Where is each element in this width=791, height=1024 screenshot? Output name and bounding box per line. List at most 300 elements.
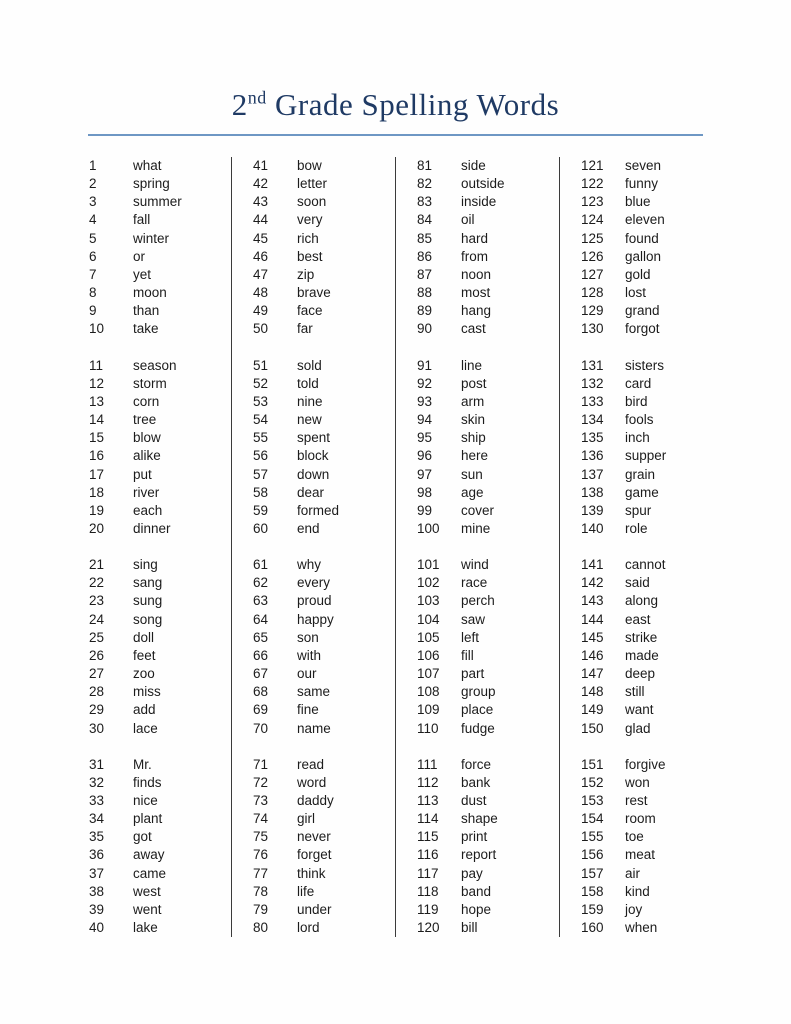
word-number: 41 — [253, 158, 269, 173]
word-text: alike — [133, 448, 161, 464]
word-number: 10 — [89, 321, 105, 337]
word-group — [253, 756, 395, 938]
word-row — [417, 520, 559, 538]
word-text: away — [133, 847, 165, 863]
word-row — [253, 556, 395, 574]
word-row — [253, 846, 395, 864]
word-row — [417, 756, 559, 774]
word-row — [417, 828, 559, 846]
word-group — [417, 157, 559, 339]
word-number: 6 — [89, 248, 97, 264]
word-number: 29 — [89, 702, 105, 718]
word-row — [581, 175, 723, 193]
word-text: ship — [461, 430, 486, 446]
word-text: lost — [625, 285, 647, 301]
word-number: 97 — [417, 466, 433, 482]
word-row — [253, 466, 395, 484]
word-row — [581, 883, 723, 901]
word-text: doll — [133, 629, 155, 645]
title-ordinal-superscript: nd — [247, 87, 267, 108]
word-row — [89, 865, 231, 883]
word-number: 21 — [89, 557, 105, 573]
word-row — [581, 774, 723, 792]
word-text: fudge — [461, 720, 495, 736]
word-number: 23 — [89, 593, 105, 609]
word-text: miss — [133, 684, 161, 700]
word-group — [417, 756, 559, 938]
word-text: saw — [461, 611, 486, 627]
word-text: son — [297, 629, 319, 645]
word-text: add — [133, 702, 156, 718]
word-row — [581, 230, 723, 248]
word-row — [253, 157, 395, 175]
word-text: age — [461, 484, 484, 500]
word-number: 131 — [581, 357, 604, 373]
word-number: 43 — [253, 194, 269, 210]
word-text: every — [297, 575, 331, 591]
word-text: zip — [297, 266, 315, 282]
word-row — [417, 592, 559, 610]
word-number: 101 — [417, 557, 440, 573]
word-text: grand — [625, 303, 660, 319]
word-number: 157 — [581, 865, 604, 881]
word-row — [253, 266, 395, 284]
word-row — [581, 792, 723, 810]
word-text: grain — [625, 466, 656, 482]
word-row — [89, 883, 231, 901]
word-text: never — [297, 829, 331, 845]
word-text: plant — [133, 811, 163, 827]
word-number: 127 — [581, 266, 604, 282]
word-number: 26 — [89, 647, 105, 663]
word-row — [253, 629, 395, 647]
word-text: cannot — [625, 557, 666, 573]
word-row — [581, 683, 723, 701]
word-text: outside — [461, 176, 505, 192]
word-row — [253, 447, 395, 465]
word-row — [253, 248, 395, 266]
word-row — [417, 320, 559, 338]
word-number: 88 — [417, 285, 433, 301]
word-text: block — [297, 448, 329, 464]
word-row — [581, 320, 723, 338]
word-number: 8 — [89, 285, 97, 301]
word-text: far — [297, 321, 313, 337]
word-text: side — [461, 158, 486, 173]
word-text: name — [297, 720, 331, 736]
word-group — [581, 357, 723, 539]
word-text: east — [625, 611, 651, 627]
word-text: bird — [625, 393, 648, 409]
word-number: 32 — [89, 774, 105, 790]
word-number: 79 — [253, 901, 269, 917]
word-text: take — [133, 321, 159, 337]
word-row — [89, 720, 231, 738]
word-text: forgot — [625, 321, 660, 337]
word-text: than — [133, 303, 160, 319]
word-text: west — [133, 883, 161, 899]
word-number: 151 — [581, 756, 604, 772]
word-text: best — [297, 248, 323, 264]
word-text: proud — [297, 593, 332, 609]
word-number: 49 — [253, 303, 269, 319]
word-text: rich — [297, 230, 319, 246]
word-number: 156 — [581, 847, 604, 863]
word-number: 37 — [89, 865, 105, 881]
word-number: 4 — [89, 212, 97, 228]
word-number: 46 — [253, 248, 269, 264]
word-row — [417, 411, 559, 429]
word-text: word — [297, 774, 327, 790]
word-number: 106 — [417, 647, 440, 663]
word-row — [417, 211, 559, 229]
word-row — [89, 901, 231, 919]
word-text: with — [297, 647, 322, 663]
word-row — [89, 520, 231, 538]
word-text: cover — [461, 502, 495, 518]
word-row — [89, 193, 231, 211]
word-number: 27 — [89, 666, 105, 682]
word-row — [89, 429, 231, 447]
word-number: 125 — [581, 230, 604, 246]
word-number: 113 — [417, 793, 439, 808]
word-text: nice — [133, 793, 158, 808]
word-text: line — [461, 357, 483, 373]
word-number: 86 — [417, 248, 433, 264]
word-text: arm — [461, 393, 485, 409]
word-row — [89, 828, 231, 846]
word-text: along — [625, 593, 659, 609]
word-number: 142 — [581, 575, 604, 591]
word-row — [417, 302, 559, 320]
word-number: 147 — [581, 666, 604, 682]
word-row — [581, 665, 723, 683]
word-row — [253, 429, 395, 447]
word-row — [417, 774, 559, 792]
page-title — [0, 88, 791, 122]
word-row — [89, 320, 231, 338]
word-text: fall — [133, 212, 151, 228]
word-number: 82 — [417, 176, 433, 192]
word-row — [253, 320, 395, 338]
word-number: 93 — [417, 393, 433, 409]
word-number: 129 — [581, 303, 604, 319]
word-group — [581, 756, 723, 938]
word-number: 154 — [581, 811, 604, 827]
word-text: Mr. — [133, 756, 152, 772]
word-row — [581, 574, 723, 592]
word-row — [581, 357, 723, 375]
word-row — [417, 701, 559, 719]
word-number: 100 — [417, 520, 440, 536]
word-row — [89, 919, 231, 937]
word-text: bank — [461, 774, 491, 790]
word-group — [253, 157, 395, 339]
word-text: moon — [133, 285, 167, 301]
word-text: life — [297, 883, 315, 899]
word-number: 117 — [417, 865, 439, 881]
word-row — [89, 665, 231, 683]
word-number: 2 — [89, 176, 97, 192]
word-number: 146 — [581, 647, 604, 663]
word-number: 130 — [581, 321, 604, 337]
word-text: end — [297, 520, 320, 536]
word-text: from — [461, 248, 488, 264]
word-text: down — [297, 466, 330, 482]
word-text: meat — [625, 847, 656, 863]
word-row — [581, 393, 723, 411]
word-row — [89, 810, 231, 828]
word-column — [559, 157, 723, 937]
word-row — [581, 810, 723, 828]
word-row — [417, 720, 559, 738]
word-number: 48 — [253, 285, 269, 301]
word-row — [89, 792, 231, 810]
word-text: sung — [133, 593, 163, 609]
word-group — [417, 556, 559, 738]
word-row — [253, 810, 395, 828]
word-number: 121 — [581, 158, 604, 173]
word-row — [417, 157, 559, 175]
word-text: dust — [461, 793, 487, 808]
word-number: 94 — [417, 412, 433, 428]
word-row — [89, 411, 231, 429]
word-row — [89, 447, 231, 465]
word-row — [89, 302, 231, 320]
word-text: here — [461, 448, 489, 464]
word-number: 55 — [253, 430, 269, 446]
word-text: forgive — [625, 756, 666, 772]
word-row — [253, 611, 395, 629]
word-row — [253, 211, 395, 229]
word-row — [253, 665, 395, 683]
word-number: 103 — [417, 593, 440, 609]
word-number: 44 — [253, 212, 269, 228]
word-number: 24 — [89, 611, 105, 627]
word-text: found — [625, 230, 659, 246]
title-underline-rule — [88, 134, 703, 136]
word-text: perch — [461, 593, 495, 609]
word-number: 104 — [417, 611, 440, 627]
word-number: 52 — [253, 375, 269, 391]
word-row — [89, 701, 231, 719]
word-text: force — [461, 756, 492, 772]
word-row — [417, 230, 559, 248]
word-number: 119 — [417, 901, 439, 917]
word-number: 25 — [89, 629, 105, 645]
word-text: game — [625, 484, 659, 500]
word-row — [417, 883, 559, 901]
word-number: 108 — [417, 684, 440, 700]
word-row — [89, 466, 231, 484]
word-number: 34 — [89, 811, 105, 827]
word-number: 95 — [417, 430, 433, 446]
word-row — [89, 393, 231, 411]
word-group — [89, 556, 231, 738]
word-number: 76 — [253, 847, 269, 863]
word-text: toe — [625, 829, 644, 845]
word-text: zoo — [133, 666, 155, 682]
word-number: 152 — [581, 774, 604, 790]
word-text: strike — [625, 629, 658, 645]
word-row — [253, 375, 395, 393]
word-row — [581, 484, 723, 502]
word-text: lake — [133, 920, 158, 936]
word-row — [89, 211, 231, 229]
word-number: 145 — [581, 629, 604, 645]
word-text: sisters — [625, 357, 665, 373]
word-number: 50 — [253, 321, 269, 337]
word-row — [89, 846, 231, 864]
word-text: room — [625, 811, 656, 827]
word-text: very — [297, 212, 323, 228]
word-column — [75, 157, 231, 937]
word-row — [89, 266, 231, 284]
word-text: soon — [297, 194, 327, 210]
word-row — [253, 919, 395, 937]
word-text: supper — [625, 448, 667, 464]
word-number: 133 — [581, 393, 604, 409]
word-number: 124 — [581, 212, 604, 228]
word-text: spent — [297, 430, 331, 446]
word-number: 56 — [253, 448, 269, 464]
word-text: joy — [625, 901, 643, 917]
word-text: read — [297, 756, 325, 772]
word-row — [89, 175, 231, 193]
word-row — [89, 574, 231, 592]
word-text: spring — [133, 176, 170, 192]
word-text: fine — [297, 702, 319, 718]
word-text: post — [461, 375, 487, 391]
word-row — [417, 357, 559, 375]
word-row — [253, 792, 395, 810]
word-row — [253, 574, 395, 592]
word-text: made — [625, 647, 659, 663]
word-row — [89, 629, 231, 647]
word-text: corn — [133, 393, 160, 409]
word-row — [253, 883, 395, 901]
word-number: 140 — [581, 520, 604, 536]
word-row — [253, 393, 395, 411]
word-row — [581, 411, 723, 429]
word-number: 90 — [417, 321, 433, 337]
word-row — [581, 701, 723, 719]
word-number: 83 — [417, 194, 433, 210]
word-number: 7 — [89, 266, 97, 282]
word-text: why — [297, 557, 322, 573]
word-text: sold — [297, 357, 322, 373]
word-row — [581, 266, 723, 284]
word-text: river — [133, 484, 160, 500]
word-row — [253, 520, 395, 538]
word-row — [89, 756, 231, 774]
word-number: 80 — [253, 920, 269, 936]
word-row — [253, 701, 395, 719]
word-row — [417, 611, 559, 629]
word-row — [581, 901, 723, 919]
word-row — [417, 466, 559, 484]
word-text: or — [133, 248, 146, 264]
word-number: 70 — [253, 720, 269, 736]
word-text: girl — [297, 811, 316, 827]
word-number: 132 — [581, 375, 604, 391]
word-number: 47 — [253, 266, 269, 282]
word-number: 5 — [89, 230, 97, 246]
word-text: want — [625, 702, 654, 718]
word-row — [89, 357, 231, 375]
word-text: winter — [133, 230, 170, 246]
word-number: 122 — [581, 176, 604, 192]
word-text: hope — [461, 901, 492, 917]
word-row — [581, 520, 723, 538]
word-row — [417, 175, 559, 193]
word-number: 65 — [253, 629, 269, 645]
word-number: 148 — [581, 684, 604, 700]
word-number: 73 — [253, 793, 269, 808]
word-number: 71 — [253, 756, 269, 772]
word-text: hang — [461, 303, 492, 319]
word-number: 98 — [417, 484, 433, 500]
word-row — [89, 375, 231, 393]
word-number: 42 — [253, 176, 269, 192]
word-text: formed — [297, 502, 340, 518]
word-row — [89, 157, 231, 175]
word-text: storm — [133, 375, 167, 391]
word-text: print — [461, 829, 488, 845]
word-text: put — [133, 466, 152, 482]
word-row — [253, 284, 395, 302]
word-number: 74 — [253, 811, 269, 827]
word-row — [417, 484, 559, 502]
word-text: shape — [461, 811, 498, 827]
word-row — [581, 720, 723, 738]
word-row — [581, 302, 723, 320]
word-number: 58 — [253, 484, 269, 500]
word-number: 67 — [253, 666, 269, 682]
word-text: air — [625, 865, 641, 881]
word-text: most — [461, 285, 491, 301]
word-row — [253, 683, 395, 701]
word-text: deep — [625, 666, 656, 682]
word-text: funny — [625, 176, 659, 192]
word-text: tree — [133, 412, 157, 428]
word-number: 38 — [89, 883, 105, 899]
word-number: 158 — [581, 883, 604, 899]
word-text: what — [133, 158, 162, 173]
word-text: won — [625, 774, 650, 790]
word-text: brave — [297, 285, 331, 301]
word-number: 36 — [89, 847, 105, 863]
word-number: 28 — [89, 684, 105, 700]
word-number: 45 — [253, 230, 269, 246]
word-row — [417, 248, 559, 266]
word-number: 105 — [417, 629, 440, 645]
word-text: blue — [625, 194, 651, 210]
word-number: 89 — [417, 303, 433, 319]
word-row — [417, 683, 559, 701]
word-text: inch — [625, 430, 650, 446]
word-number: 51 — [253, 357, 269, 373]
word-row — [417, 919, 559, 937]
word-number: 11 — [89, 357, 104, 373]
word-text: feet — [133, 647, 156, 663]
word-number: 33 — [89, 793, 105, 808]
word-text: sing — [133, 557, 158, 573]
word-row — [581, 611, 723, 629]
word-row — [417, 556, 559, 574]
word-text: happy — [297, 611, 334, 627]
word-text: song — [133, 611, 163, 627]
